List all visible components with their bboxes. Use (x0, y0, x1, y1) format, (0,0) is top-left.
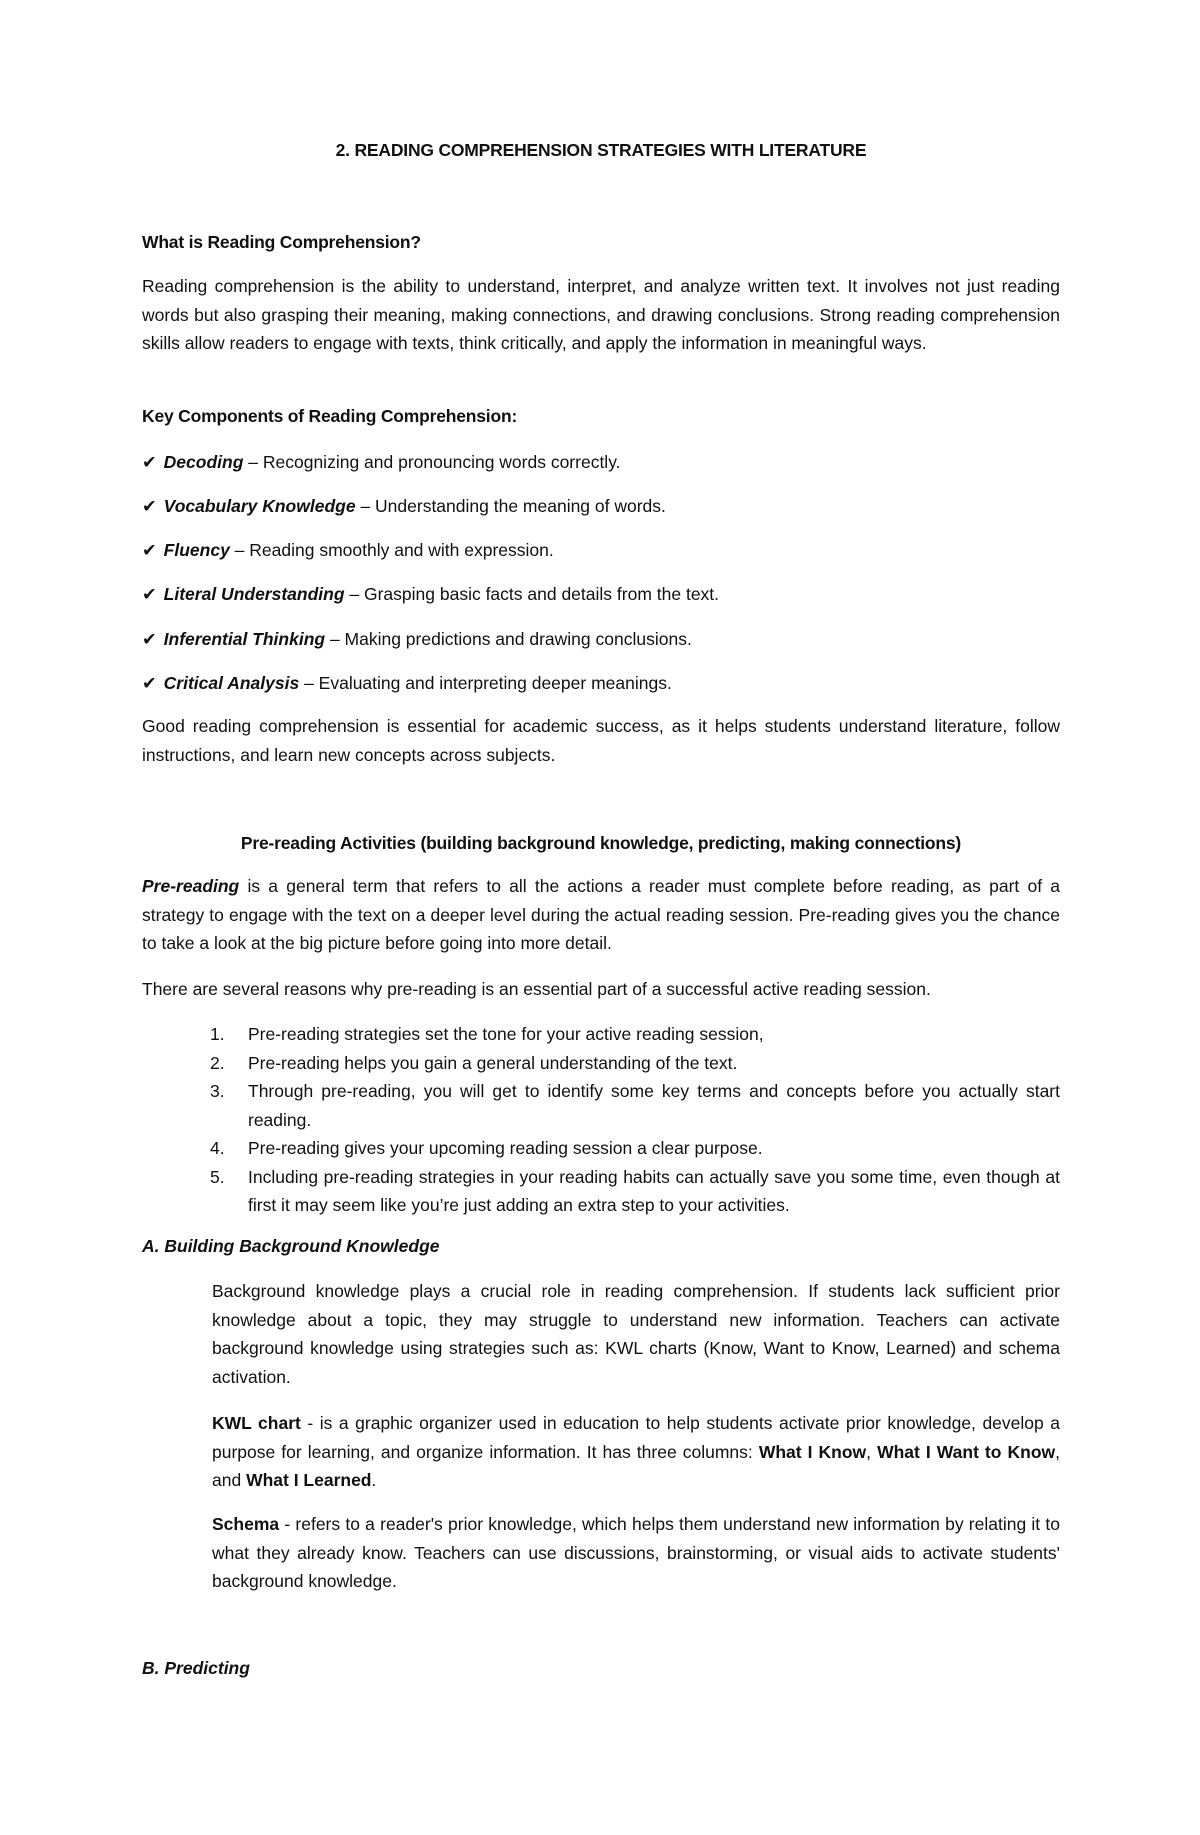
schema-paragraph (212, 1510, 1060, 1596)
list-item-text: Through pre-reading, you will get to identify some key terms and concepts before you actually start reading. (248, 1081, 1060, 1130)
list-item-text: Pre-reading gives your upcoming reading session a clear purpose. (248, 1138, 763, 1158)
list-item-text: Including pre-reading strategies in your reading habits can actually save you some time, even though at first it may seem like you’re just adding an extra step to your activities. (248, 1166, 1060, 1215)
key-component-term: Vocabulary Knowledge (163, 496, 356, 516)
key-component-term: Inferential Thinking (163, 629, 326, 649)
schema-term: Schema (212, 1514, 280, 1534)
key-component-item (142, 673, 672, 694)
kwl-chart-paragraph (212, 1409, 1060, 1495)
pre-reading-term: Pre-reading (142, 876, 240, 896)
list-item-number: 5. (210, 1166, 225, 1187)
key-component-item (142, 452, 621, 473)
kwl-column-know: What I Know (758, 1441, 867, 1462)
check-mark-icon: ✔ (142, 584, 157, 604)
key-component-term: Literal Understanding (163, 584, 345, 604)
key-component-description: – Grasping basic facts and details from the text. (344, 584, 720, 604)
key-component-term: Critical Analysis (163, 673, 300, 693)
reading-comprehension-definition: Reading comprehension is the ability to understand, interpret, and analyze written text. It involves not just reading words but also grasping their meaning, making connections, and drawing conclusions. Strong reading comprehension skills allow readers to engage with texts, think critically, and apply the information in meaningful ways. (142, 276, 1060, 353)
list-item (210, 1163, 1060, 1220)
key-component-description: – Recognizing and pronouncing words correctly. (243, 452, 621, 472)
list-item (210, 1077, 1060, 1134)
schema-definition: - refers to a reader's prior knowledge, which helps them understand new information by relating it to what they already know. Teachers can use discussions, brainstorming, or visual aids to activate students' background knowledge. (212, 1514, 1060, 1591)
kwl-separator-1: , (866, 1441, 878, 1462)
key-component-item (142, 496, 666, 517)
list-item-text: Pre-reading helps you gain a general understanding of the text. (248, 1052, 738, 1073)
key-component-item (142, 584, 719, 605)
key-components-heading: Key Components of Reading Comprehension: (142, 406, 518, 426)
section-heading-what-is-reading-comprehension: What is Reading Comprehension? (142, 232, 421, 252)
building-background-knowledge-heading: A. Building Background Knowledge (142, 1236, 440, 1256)
kwl-end-period: . (371, 1470, 377, 1490)
predicting-heading: B. Predicting (142, 1658, 250, 1678)
kwl-chart-definition: - is a graphic organizer used in education to help students activate prior knowledge, develop a purpose for learning, and organize information. It has three columns: (212, 1413, 1061, 1462)
background-knowledge-paragraph: Background knowledge plays a crucial role in reading comprehension. If students lack sufficient prior knowledge about a topic, they may struggle to understand new information. Teachers can activate background knowledge using strategies such as: KWL charts (Know, Want to Know, Learned) and schema activation. (212, 1281, 1060, 1387)
kwl-separator-2: , and (212, 1441, 1060, 1490)
check-mark-icon: ✔ (142, 540, 157, 560)
list-item-number: 1. (210, 1024, 225, 1044)
key-component-description: – Reading smoothly and with expression. (229, 540, 554, 560)
kwl-column-learned: What I Learned (246, 1470, 372, 1490)
list-item (210, 1134, 1060, 1163)
key-component-item (142, 540, 554, 561)
key-component-description: – Understanding the meaning of words. (355, 496, 666, 516)
key-component-term: Fluency (163, 540, 230, 560)
key-component-description: – Evaluating and interpreting deeper meanings. (299, 673, 672, 693)
pre-reading-reasons-intro: There are several reasons why pre-reading is an essential part of a successful active reading session. (142, 979, 931, 999)
key-component-item (142, 629, 692, 650)
key-component-description: – Making predictions and drawing conclusions. (325, 629, 692, 649)
list-item-number: 3. (210, 1081, 225, 1101)
kwl-chart-term: KWL chart (212, 1413, 301, 1433)
key-component-term: Decoding (163, 452, 244, 472)
list-item-number: 2. (210, 1052, 225, 1073)
pre-reading-activities-heading: Pre-reading Activities (building background knowledge, predicting, making connections) (240, 833, 962, 853)
list-item (210, 1020, 1060, 1049)
pre-reading-intro (142, 872, 1060, 958)
document-title: 2. READING COMPREHENSION STRATEGIES WITH LITERATURE (335, 140, 867, 160)
check-mark-icon: ✔ (142, 673, 157, 693)
list-item-text: Pre-reading strategies set the tone for your active reading session, (248, 1024, 764, 1044)
list-item-number: 4. (210, 1138, 225, 1158)
check-mark-icon: ✔ (142, 629, 157, 649)
pre-reading-reasons-list (210, 1020, 1060, 1220)
check-mark-icon: ✔ (142, 452, 157, 472)
pre-reading-definition: is a general term that refers to all the actions a reader must complete before reading, as part of a strategy to engage with the text on a deeper level during the actual reading session. Pre-reading gives you the chance to take a look at the big picture before going into more detail. (142, 876, 1060, 953)
list-item (210, 1049, 1060, 1078)
reading-comprehension-closing: Good reading comprehension is essential for academic success, as it helps students understand literature, follow instructions, and learn new concepts across subjects. (142, 716, 1060, 765)
check-mark-icon: ✔ (142, 496, 157, 516)
kwl-column-want-to-know: What I Want to Know (877, 1441, 1056, 1462)
